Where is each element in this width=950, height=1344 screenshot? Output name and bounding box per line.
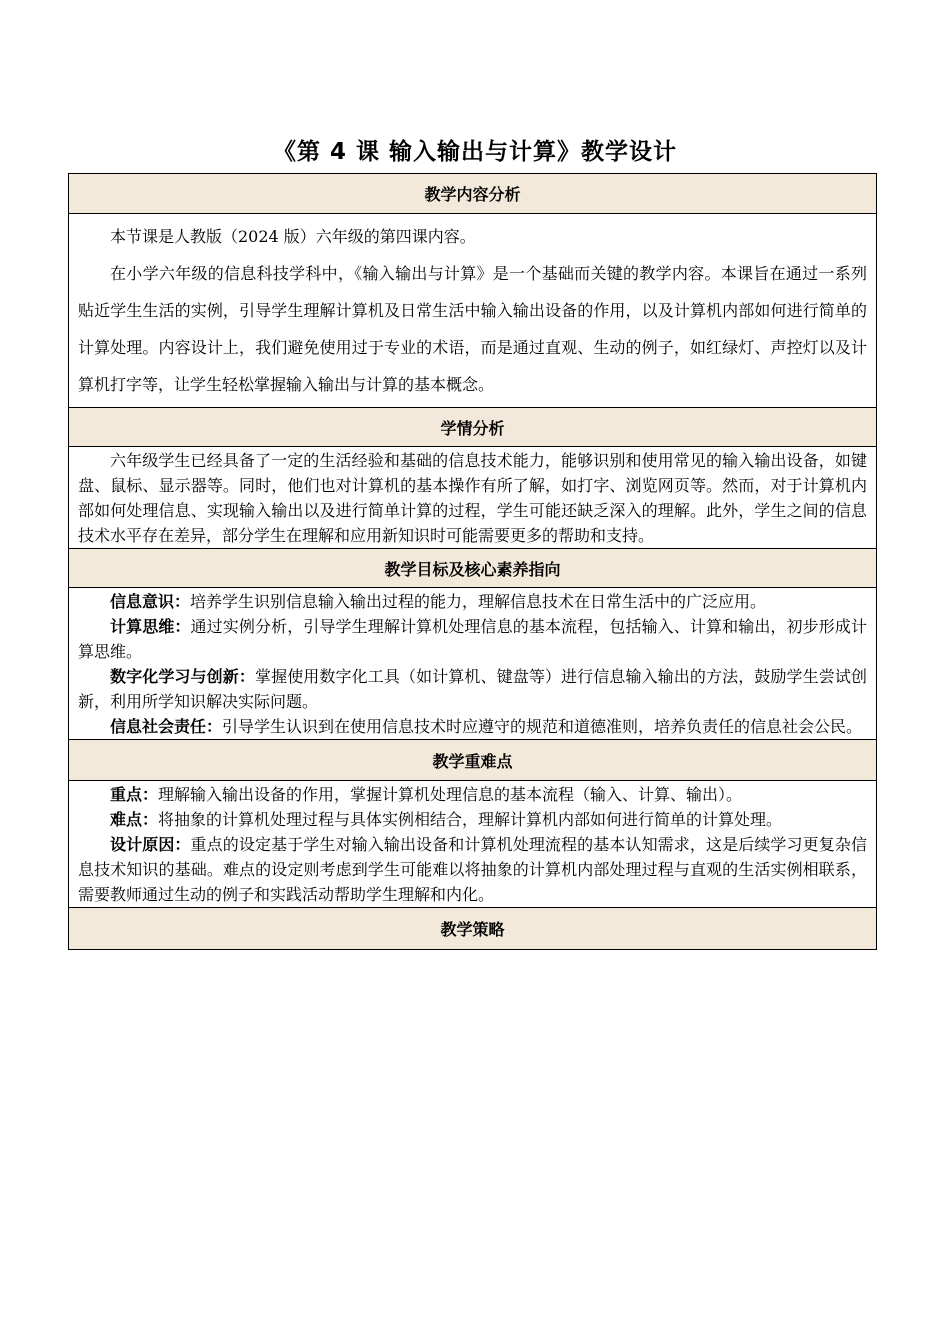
learner-analysis-row: [69, 447, 877, 549]
learner-analysis-heading: 学情分析: [69, 408, 877, 447]
objective-text: 掌握使用数字化工具（如计算机、键盘等）进行信息输入输出的方法，鼓励学生尝试创新，利用所学知识解决实际问题。: [78, 667, 867, 711]
key-point-text: 将抽象的计算机处理过程与具体实例相结合，理解计算机内部如何进行简单的计算处理。: [158, 810, 783, 829]
objective-label: 信息社会责任：: [110, 717, 223, 736]
key-point-item: [78, 832, 867, 907]
key-point-text: 理解输入输出设备的作用，掌握计算机处理信息的基本流程（输入、计算、输出）。: [158, 785, 743, 804]
objective-item: [78, 589, 867, 614]
objective-text: 引导学生认识到在使用信息技术时应遵守的规范和道德准则，培养负责任的信息社会公民。: [222, 717, 863, 736]
key-point-text: 重点的设定基于学生对输入输出设备和计算机处理流程的基本认知需求，这是后续学习更复杂信息技术知识的基础。难点的设定则考虑到学生可能难以将抽象的计算机内部处理过程与直观的生活实例相联系，需要教师通过生动的例子和实践活动帮助学生理解和内化。: [78, 835, 867, 904]
objectives-heading: 教学目标及核心素养指向: [69, 549, 877, 588]
objectives-row: [69, 588, 877, 740]
learner-analysis-body: [69, 447, 877, 549]
paragraph: 六年级学生已经具备了一定的生活经验和基础的信息技术能力，能够识别和使用常见的输入输出设备，如键盘、鼠标、显示器等。同时，他们也对计算机的基本操作有所了解，如打字、浏览网页等。然而，对于计算机内部如何处理信息、实现输入输出以及进行简单计算的过程，学生可能还缺乏深入的理解。此外，学生之间的信息技术水平存在差异，部分学生在理解和应用新知识时可能需要更多的帮助和支持。: [78, 451, 867, 545]
key-point-item: [78, 807, 867, 832]
objective-text: 通过实例分析，引导学生理解计算机处理信息的基本流程，包括输入、计算和输出，初步形成计算思维。: [78, 617, 867, 661]
strategy-heading: 教学策略: [69, 908, 877, 950]
key-point-label: 设计原因：: [110, 835, 191, 854]
section-header-row: [69, 549, 877, 588]
content-analysis-row: [69, 214, 877, 408]
key-point-item: [78, 782, 867, 807]
objectives-body: [69, 588, 877, 740]
objective-label: 信息意识：: [110, 592, 191, 611]
objective-item: [78, 614, 867, 664]
objective-label: 计算思维：: [110, 617, 191, 636]
content-analysis-body: [69, 214, 877, 408]
key-points-body: [69, 781, 877, 908]
key-points-heading: 教学重难点: [69, 740, 877, 781]
page-title: 《第 4 课 输入输出与计算》教学设计: [272, 139, 678, 165]
key-point-label: 重点：: [110, 785, 159, 804]
key-point-label: 难点：: [110, 810, 159, 829]
objective-item: [78, 664, 867, 714]
key-points-row: [69, 781, 877, 908]
paragraph: 本节课是人教版（2024 版）六年级的第四课内容。: [110, 227, 476, 246]
objective-text: 培养学生识别信息输入输出过程的能力，理解信息技术在日常生活中的广泛应用。: [190, 592, 767, 611]
section-header-row: [69, 740, 877, 781]
content-analysis-heading: 教学内容分析: [69, 174, 877, 214]
section-header-row: [69, 408, 877, 447]
objective-label: 数字化学习与创新：: [110, 667, 255, 686]
paragraph: 在小学六年级的信息科技学科中，《输入输出与计算》是一个基础而关键的教学内容。本课旨在通过一系列贴近学生生活的实例，引导学生理解计算机及日常生活中输入输出设备的作用，以及计算机内部如何进行简单的计算处理。内容设计上，我们避免使用过于专业的术语，而是通过直观、生动的例子，如红绿灯、声控灯以及计算机打字等，让学生轻松掌握输入输出与计算的基本概念。: [78, 264, 867, 394]
section-header-row: [69, 908, 877, 950]
objective-item: [78, 714, 867, 739]
lesson-design-table: [68, 173, 877, 950]
section-header-row: [69, 174, 877, 214]
